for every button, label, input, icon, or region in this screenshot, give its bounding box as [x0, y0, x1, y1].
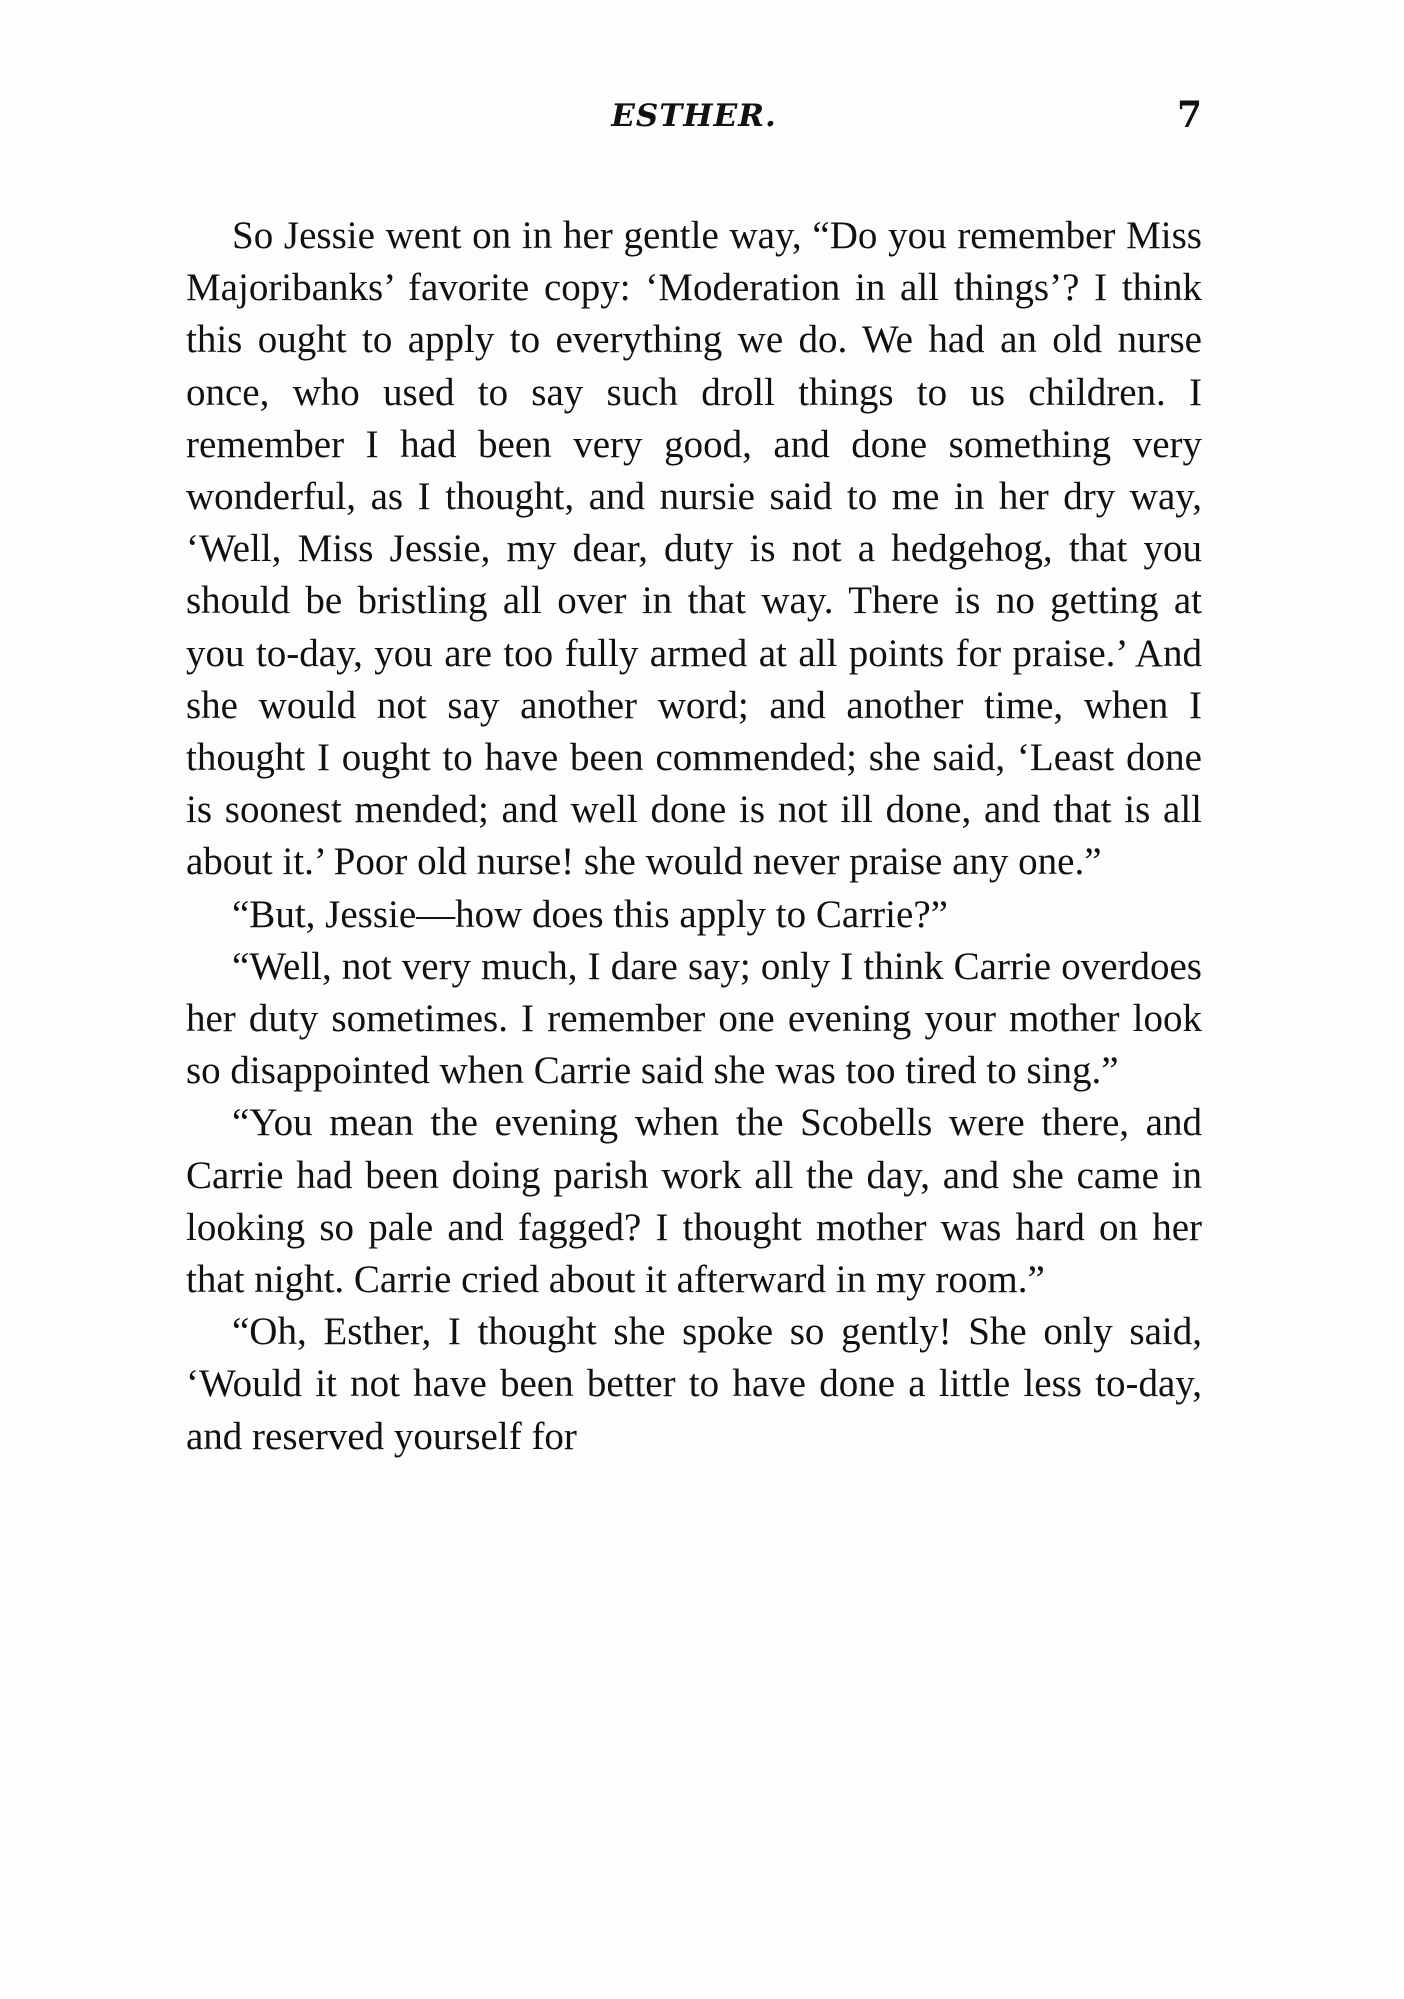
paragraph: “But, Jessie—how does this apply to Carrie?”: [232, 892, 948, 936]
paragraph: “Oh, Esther, I thought she spoke so gently! She only said, ‘Would it not have been better to have done a little less to-day, and reserved yourself for: [186, 1310, 1202, 1458]
running-head: [186, 94, 1202, 158]
page-number: 7: [1176, 94, 1202, 136]
paragraph: “Well, not very much, I dare say; only I think Carrie overdoes her duty sometimes. I remember one evening your mother look so disappointed when Carrie said she was too tired to sing.”: [186, 944, 1202, 1093]
running-title: ESTHER.: [611, 98, 777, 134]
paragraph: “You mean the evening when the Scobells were there, and Carrie had been doing parish work all the day, and she came in looking so pale and fagged? I thought mother was hard on her that night. Carrie cried about it afterward in my room.”: [186, 1101, 1202, 1302]
body-text: [186, 210, 1202, 1463]
paragraph: So Jessie went on in her gentle way, “Do you remember Miss Majoribanks’ favorite copy: ‘Moderation in all things’? I think this ought to apply to everything we do. We had an old nurse once, who used to say such droll things to us children. I remember I had been very good, and done something very wonderful, as I thought, and nursie said to me in her dry way, ‘Well, Miss Jessie, my dear, duty is not a hedgehog, that you should be bristling all over in that way. There is no getting at you to-day, you are too fully armed at all points for praise.’ And she would not say another word; and another time, when I thought I ought to have been commended; she said, ‘Least done is soonest mended; and well done is not ill done, and that is all about it.’ Poor old nurse! she would never praise any one.”: [186, 214, 1202, 884]
